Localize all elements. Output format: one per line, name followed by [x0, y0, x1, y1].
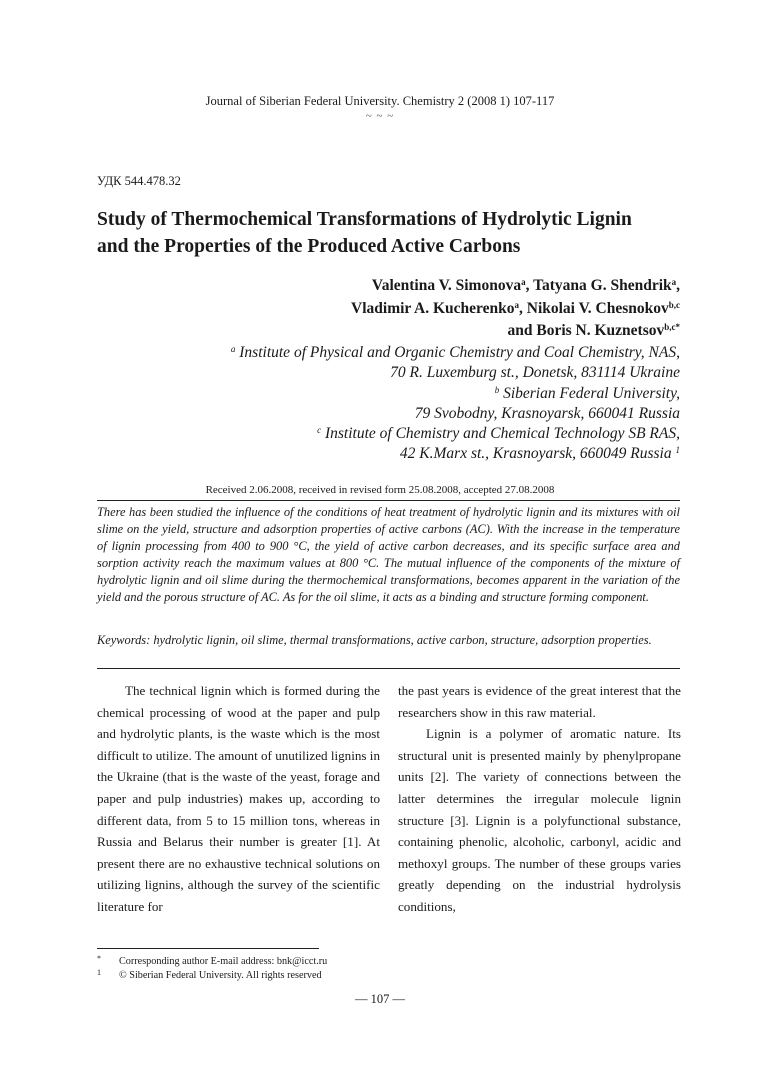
affiliation-mark: a [230, 344, 236, 354]
journal-header: Journal of Siberian Federal University. Chemistry 2 (2008 1) 107-117 [205, 94, 555, 108]
author-affil-mark: b,c [668, 300, 680, 310]
author-separator: , [676, 277, 680, 294]
author-separator: , [525, 277, 534, 294]
title-line: Study of Thermochemical Transformations of Hydrolytic Lignin [97, 209, 632, 230]
author-separator: , [519, 300, 527, 317]
page-number: — 107 — [355, 992, 405, 1006]
affiliation-line [231, 343, 680, 363]
footnote-rule [97, 948, 319, 949]
affiliation-mark: b [494, 385, 500, 395]
footnote-mark: 1 [97, 968, 101, 977]
author-name: Boris N. Kuznetsov [536, 322, 665, 339]
header-ornament: ~ ~ ~ [365, 110, 395, 122]
abstract: There has been studied the influence of the conditions of heat treatment of hydrolytic lignin and its mixtures with oil slime on the yield, structure and adsorption properties of active carbons (AC). With the increase in the temperature of lignin processing from 400 to 900 °C, the yield of active carbon decreases, and its specific surface area and sorption activity reach the maximum values at 800 °C. The mutual influence of the components of the mixture of hydrolytic lignin and oil slime during the thermochemical transformations, becomes apparent in the variation of the yield and the porous structure of AC. As for the oil slime, it acts as a binding and structure forming component. [97, 505, 680, 604]
author-name: Vladimir A. Kucherenko [351, 300, 515, 317]
affiliation-text: 42 K.Marx st., Krasnoyarsk, 660049 Russia [399, 445, 676, 462]
abstract-top-rule [97, 500, 680, 501]
affiliation-mark: c [317, 425, 322, 435]
affiliation-line [495, 384, 680, 404]
author-line [351, 299, 680, 319]
keywords: Keywords: hydrolytic lignin, oil slime, thermal transformations, active carbon, structure, adsorption properties. [97, 633, 652, 647]
affiliation-text: Institute of Physical and Organic Chemistry and Coal Chemistry, NAS, [235, 344, 680, 361]
author-affil-mark: a [521, 277, 526, 287]
body-column-left [97, 680, 380, 918]
received-dates: Received 2.06.2008, received in revised form 25.08.2008, accepted 27.08.2008 [205, 484, 555, 496]
udc-code: УДК 544.478.32 [97, 174, 181, 188]
author-affil-mark: a [671, 277, 677, 287]
affiliation-line [400, 444, 680, 464]
body-paragraph: The technical lignin which is formed during the chemical processing of wood at the paper and pulp and hydrolytic plants, is the waste which is the most difficult to utilize. The amount of unutilized lignins in the Ukraine (that is the waste of the yeast, forage and paper and pulp industries) makes up, according to different data, from 5 to 15 million tons, whereas in Russia and Belarus their number is greater [1]. At present there are no exhaustive technical solutions on utilizing lignins, although the survey of the scientific literature for [97, 683, 380, 914]
footnote-text: © Siberian Federal University. All rights reserved [119, 970, 322, 981]
author-affil-mark: a [514, 300, 519, 310]
affiliation-text: Siberian Federal University, [499, 385, 680, 402]
footnote-ref: 1 [675, 445, 680, 455]
affiliation-line: 79 Svobodny, Krasnoyarsk, 660041 Russia [414, 405, 680, 422]
author-name: Tatyana G. Shendrik [533, 277, 672, 294]
author-affil-mark: b,c* [664, 322, 680, 332]
body-paragraph: the past years is evidence of the great interest that the researchers show in this raw material. [398, 683, 681, 720]
author-line [508, 321, 681, 341]
affiliation-line [317, 424, 680, 444]
body-paragraph: Lignin is a polymer of aromatic nature. Its structural unit is presented mainly by phenylpropane units [2]. The variety of connections between the latter determines the irregular molecule lignin structure [3]. Lignin is a polyfunctional substance, containing phenolic, alcoholic, carbonyl, acidic and methoxyl groups. The number of these groups varies greatly depending on the industrial hydrolysis conditions, [398, 726, 681, 914]
footnote-mark: * [97, 954, 101, 963]
title-line: and the Properties of the Produced Active Carbons [97, 236, 521, 257]
paper-title [97, 206, 677, 260]
footnote-text: Corresponding author E-mail address: bnk@icct.ru [119, 956, 328, 967]
author-name: Valentina V. Simonova [371, 277, 522, 294]
author-prefix: and [507, 322, 537, 339]
author-name: Nikolai V. Chesnokov [526, 300, 669, 317]
abstract-bottom-rule [97, 668, 680, 669]
body-column-right [398, 680, 681, 918]
affiliation-text: Institute of Chemistry and Chemical Technology SB RAS, [321, 425, 680, 442]
author-line [372, 276, 680, 296]
footnote [97, 966, 322, 982]
affiliation-line: 70 R. Luxemburg st., Donetsk, 831114 Ukraine [390, 364, 680, 381]
